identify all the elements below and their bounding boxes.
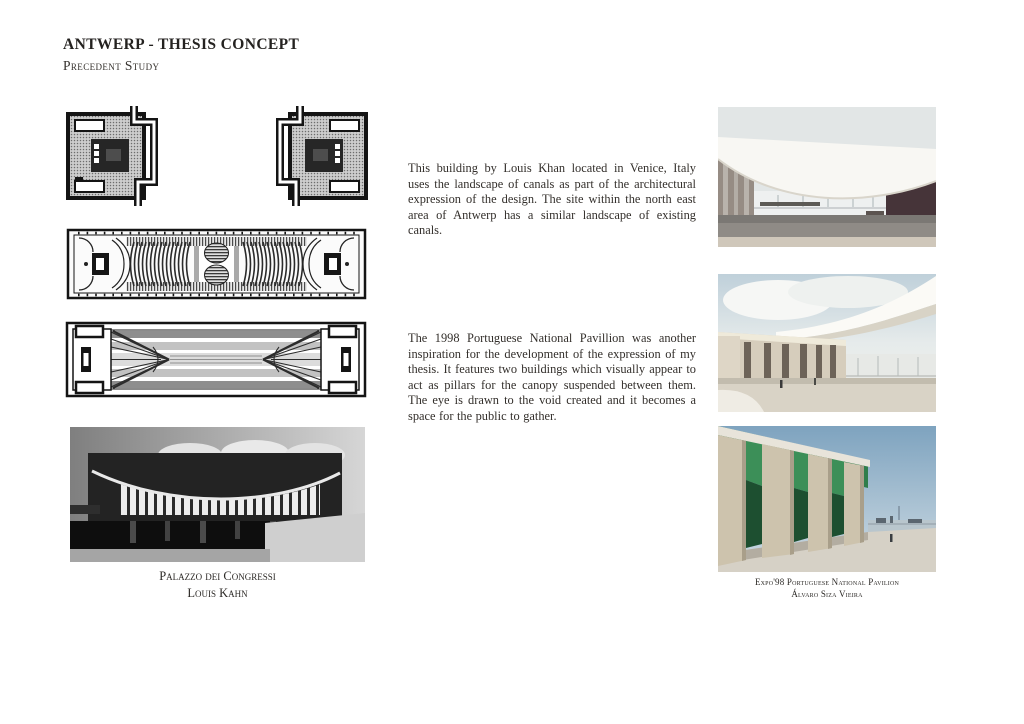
page-title: ANTWERP - THESIS CONCEPT xyxy=(63,36,300,53)
left-figure-caption xyxy=(70,568,365,602)
canopy-frontal-svg xyxy=(718,107,936,247)
right-caption-line1: Expo'98 Portuguese National Pavilion xyxy=(754,577,900,587)
roof-plan-drawing xyxy=(65,321,367,398)
model-photograph xyxy=(70,427,365,562)
model-photo-svg xyxy=(70,427,365,562)
portico-green-ceiling-photo xyxy=(718,426,936,572)
tower-plan-left-drawing xyxy=(64,106,168,206)
paragraph-portuguese-pavilion: The 1998 Portuguese National Pavillion was another inspiration for the development of the expression of my thesis. It features two buildings which visually appear to act as pillars for the canopy suspended between them. The eye is drawn to the void created and it becomes a space for the public to gather. xyxy=(408,331,696,423)
portico-svg xyxy=(718,426,936,572)
canopy-perspective-svg xyxy=(718,274,936,412)
tower-plan-left-svg xyxy=(64,106,168,206)
right-caption-line2: Álvaro Siza Vieira xyxy=(791,589,863,599)
canopy-frontal-photo xyxy=(718,107,936,247)
tower-plan-right-svg xyxy=(266,106,370,206)
left-caption-line1: Palazzo dei Congressi xyxy=(159,569,276,583)
right-figure-caption xyxy=(706,576,948,600)
auditorium-plan-drawing xyxy=(66,228,367,300)
left-caption-line2: Louis Kahn xyxy=(187,586,248,600)
tower-plan-right-drawing xyxy=(266,106,370,206)
auditorium-plan-svg xyxy=(66,228,367,300)
roof-plan-svg xyxy=(65,321,367,398)
page-subtitle: Precedent Study xyxy=(63,58,160,73)
paragraph-louis-kahn: This building by Louis Khan located in Venice, Italy uses the landscape of canals as part of the architectural expression of the design. The site within the north east area of Antwerp has a similar landscape of existing canals. xyxy=(408,161,696,238)
canopy-perspective-photo xyxy=(718,274,936,412)
